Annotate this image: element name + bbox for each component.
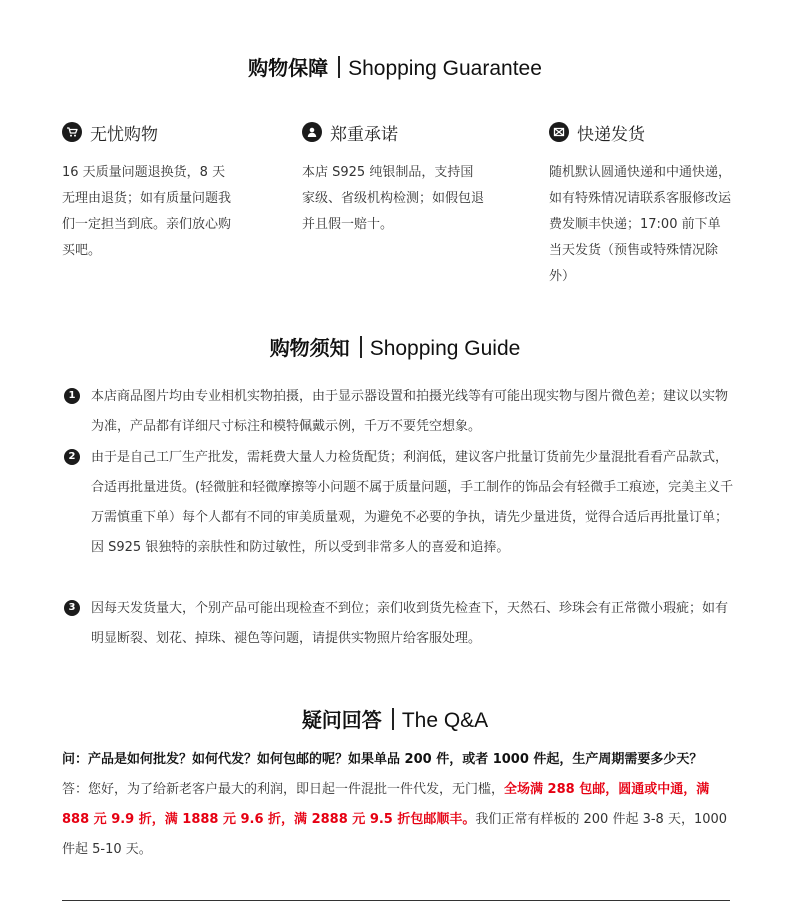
number-badge: 1	[64, 388, 80, 404]
qa-answer	[62, 775, 738, 865]
qa-title-en: The Q&A	[401, 709, 489, 732]
qa-answer-intro: 答：您好，为了给新老客户最大的利润，即日起一件混批一件代发，无门槛，	[62, 782, 505, 797]
guarantee-column-delivery	[549, 120, 739, 290]
column-header	[302, 120, 492, 144]
qa-answer-tail: 我们正常有样板的 200 件起 3-8 天，1000 件起 5-10 天。	[62, 812, 728, 857]
guarantee-title-en: Shopping Guarantee	[348, 57, 542, 80]
guarantee-heading	[0, 52, 790, 81]
qa-question: 问：产品是如何批发？如何代发？如何包邮的呢？如果单品 200 件，或者 1000 件起，生产周期需要多少天？	[62, 752, 703, 767]
qa-answer-highlight: 全场满 288 包邮，圆通或中通，满 888 元 9.9 折，满 1888 元 9.6 折，满 2888 元 9.5 折包邮顺丰。	[62, 782, 710, 827]
heading-separator	[360, 336, 362, 358]
guide-item-text: 因每天发货量大，个别产品可能出现检查不到位；亲们收到货先检查下，天然石、珍珠会有正常微小瑕疵；如有明显断裂、划花、掉珠、褪色等问题，请提供实物照片给客服处理。	[91, 601, 729, 646]
number-badge: 2	[64, 449, 80, 465]
column-header	[62, 120, 252, 144]
guarantee-title-zh: 购物保障	[248, 56, 329, 80]
heading-separator	[392, 708, 394, 730]
cart-icon	[62, 122, 82, 142]
guide-item-text: 由于是自己工厂生产批发，需耗费大量人力检货配货；利润低，建议客户批量订货前先少量混批看看产品款式，合适再批量进货。(轻微脏和轻微摩擦等小问题不属于质量问题，手工制作的饰品会有轻微手工痕迹，完美主义千万需慎重下单）每个人都有不同的审美质量观，为避免不必要的争执，请先少量进货，觉得合适后再批量订单；因 S925 银独特的亲肤性和防过敏性，所以受到非常多人的喜爱和追捧。	[91, 450, 734, 555]
guarantee-column-promise	[302, 120, 492, 238]
heading-separator	[338, 56, 340, 78]
column-title: 郑重承诺	[330, 124, 398, 145]
bottom-divider	[62, 900, 730, 901]
guide-item	[64, 443, 734, 563]
guide-item	[64, 382, 734, 442]
column-text: 16 天质量问题退换货，8 天无理由退货；如有质量问题我们一定担当到底。亲们放心购买吧。	[62, 165, 232, 258]
guide-item-text: 本店商品图片均由专业相机实物拍摄，由于显示器设置和拍摄光线等有可能出现实物与图片微色差；建议以实物为准，产品都有详细尺寸标注和模特佩戴示例，千万不要凭空想象。	[91, 389, 729, 434]
column-title: 无忧购物	[90, 124, 158, 145]
guide-item	[64, 594, 734, 654]
user-icon	[302, 122, 322, 142]
qa-title-zh: 疑问回答	[301, 708, 382, 732]
guarantee-column-worry-free	[62, 120, 252, 264]
column-title: 快递发货	[577, 124, 645, 145]
guide-title-en: Shopping Guide	[369, 337, 521, 360]
column-text: 本店 S925 纯银制品，支持国家级、省级机构检测；如假包退并且假一赔十。	[302, 165, 485, 232]
number-badge: 3	[64, 600, 80, 616]
column-header	[549, 120, 739, 144]
qa-heading	[0, 704, 790, 733]
column-text: 随机默认圆通快递和中通快递，如有特殊情况请联系客服修改运费发顺丰快递；17:00 前下单当天发货（预售或特殊情况除外）	[549, 165, 732, 284]
qa-block	[62, 745, 738, 865]
guide-title-zh: 购物须知	[269, 336, 350, 360]
delivery-icon	[549, 122, 569, 142]
guide-heading	[0, 332, 790, 361]
